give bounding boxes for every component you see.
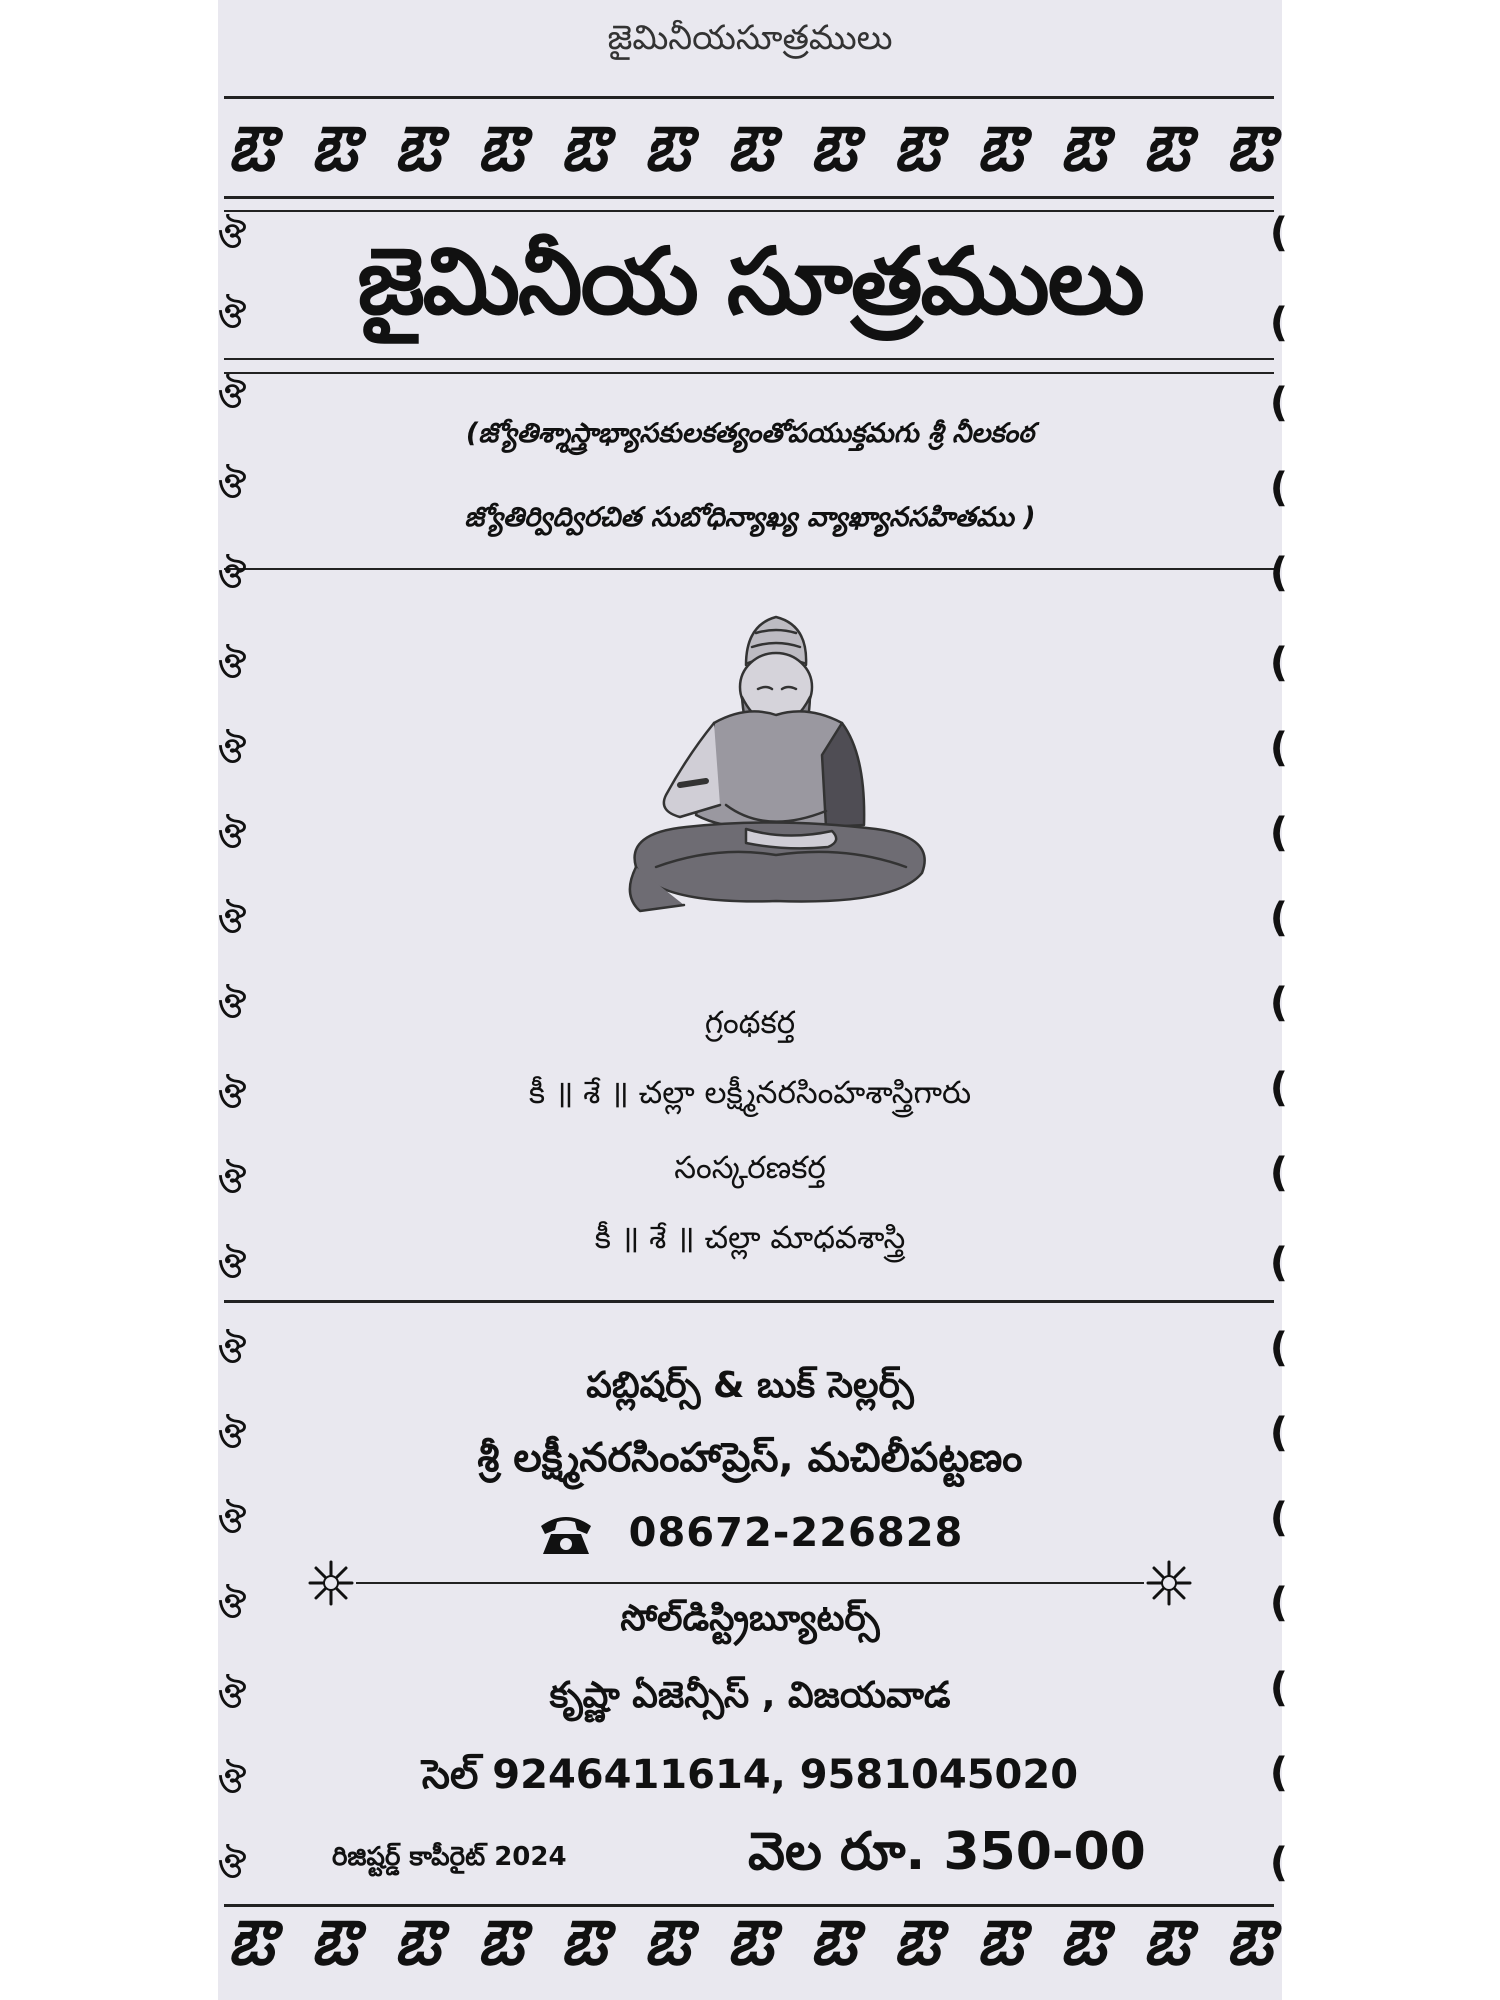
title-rule: [224, 210, 1274, 212]
side-ornament-icon: ঔ: [218, 1501, 246, 1541]
ornament-glyph: ఔ: [477, 1906, 523, 1979]
side-ornament-icon: (: [1269, 810, 1288, 856]
side-ornament-icon: ঔ: [218, 1416, 246, 1456]
side-ornament-icon: (: [1269, 1325, 1288, 1371]
top-border-line: [224, 196, 1274, 199]
side-ornament-icon: (: [1269, 1240, 1288, 1286]
side-ornament-icon: (: [1269, 1665, 1288, 1711]
side-ornament-icon: ঔ: [218, 556, 246, 596]
ornament-glyph: ఔ: [893, 112, 940, 185]
ornament-glyph: ఔ: [1060, 1906, 1106, 1979]
side-ornament-icon: ঔ: [218, 1246, 246, 1286]
ornament-glyph: ఔ: [976, 112, 1023, 185]
side-ornament-icon: ঔ: [218, 216, 246, 256]
side-ornament-icon: (: [1269, 1580, 1288, 1626]
ornament-glyph: ఔ: [311, 112, 357, 185]
side-ornament-icon: ঔ: [218, 646, 246, 686]
side-ornament-icon: ঔ: [218, 1161, 246, 1201]
title-page: [218, 0, 1288, 2000]
side-ornament-icon: ঔ: [218, 1761, 246, 1801]
publisher-phone: 08672-226828: [628, 1510, 964, 1556]
ornament-glyph: ఔ: [311, 1906, 357, 1979]
distributor-rule: [356, 1582, 1144, 1584]
section-rule: [224, 1300, 1274, 1303]
subtitle-line-1: (జ్యోతిశ్శాస్త్రాభ్యాసకులకత్యంతోపయుక్తమగు శ్రీ నీలకంఠ: [465, 418, 1035, 449]
ornament-glyph: ఔ: [893, 1906, 940, 1979]
publisher-name: శ్రీ లక్ష్మీనరసింహాప్రెస్, మచిలీపట్టణం: [477, 1435, 1023, 1481]
side-ornament-icon: ঔ: [218, 731, 246, 771]
side-ornament-icon: (: [1269, 1750, 1288, 1796]
editor-label: సంస్కరణకర్త: [674, 1150, 826, 1186]
ornament-glyph: ఔ: [477, 112, 523, 185]
side-ornament-icon: ঔ: [218, 986, 246, 1026]
side-ornament-icon: ঔ: [218, 376, 246, 416]
sage-illustration: [596, 605, 954, 955]
side-ornament-icon: ঔ: [218, 1076, 246, 1116]
distributor-label: సోల్‌డిస్ట్రిబ్యూటర్స్: [620, 1598, 880, 1639]
ornament-glyph: ఔ: [727, 1906, 773, 1979]
side-ornament-icon: ঔ: [218, 816, 246, 856]
title-rule: [224, 358, 1274, 360]
publisher-phone-row: [218, 1510, 1282, 1556]
ornament-glyph: ఔ: [1143, 1906, 1189, 1979]
publisher-label: పబ్లిషర్స్ & బుక్ సెల్లర్స్: [586, 1365, 914, 1406]
side-ornament-icon: ঔ: [218, 466, 246, 506]
side-ornament-icon: (: [1269, 640, 1288, 686]
side-ornament-icon: (: [1269, 1150, 1288, 1196]
running-head: జైమినీయసూత్రములు: [607, 18, 893, 58]
subtitle-line-2: జ్యోతిర్విద్విరచిత సుబోధిన్యాఖ్య వ్యాఖ్యానసహితము ): [464, 502, 1036, 533]
title-rule: [224, 372, 1274, 374]
subtitle-rule: [224, 568, 1274, 570]
side-ornament-icon: (: [1269, 980, 1288, 1026]
ornament-glyph: ఔ: [727, 112, 773, 185]
ornament-glyph: ఔ: [228, 1906, 274, 1979]
side-ornament-icon: (: [1269, 465, 1288, 511]
book-title: జైమినీయ సూత్రములు: [357, 228, 1143, 335]
side-ornament-icon: (: [1269, 1410, 1288, 1456]
ornament-glyph: ఔ: [560, 112, 607, 185]
ornament-glyph: ఔ: [976, 1906, 1023, 1979]
side-ornament-icon: ঔ: [218, 1846, 246, 1886]
ornament-glyph: ఔ: [560, 1906, 607, 1979]
side-ornament-icon: (: [1269, 550, 1288, 596]
author-name: కీ ॥ శే ॥ చల్లా లక్ష్మీనరసింహశాస్త్రిగారు: [528, 1075, 972, 1111]
side-ornament-icon: (: [1269, 1065, 1288, 1111]
side-ornament-icon: ঔ: [218, 1676, 246, 1716]
ornament-glyph: ఔ: [1143, 112, 1189, 185]
ornament-glyph: ఔ: [1226, 112, 1272, 185]
author-label: గ్రంథకర్త: [704, 1005, 796, 1041]
ornament-glyph: ఔ: [644, 112, 690, 185]
top-border-line: [224, 96, 1274, 99]
side-ornament-icon: ঔ: [218, 1331, 246, 1371]
side-ornament-icon: (: [1269, 210, 1288, 256]
ornament-glyph: ఔ: [1060, 112, 1106, 185]
distributor-cell: సెల్ 9246411614, 9581045020: [421, 1752, 1079, 1798]
ornament-glyph: ఔ: [1226, 1906, 1272, 1979]
side-ornament-icon: (: [1269, 1495, 1288, 1541]
copyright-notice: రిజిష్టర్డ్ కాపీరైట్ 2024: [332, 1842, 567, 1872]
ornament-glyph: ఔ: [228, 112, 274, 185]
ornament-glyph: ఔ: [644, 1906, 690, 1979]
price: వెల రూ. 350-00: [748, 1822, 1146, 1882]
ornament-glyph: ఔ: [394, 112, 440, 185]
side-ornament-icon: (: [1269, 895, 1288, 941]
distributor-name: కృష్ణా ఏజెన్సీస్ , విజయవాడ: [549, 1675, 951, 1716]
side-ornament-icon: (: [1269, 380, 1288, 426]
bottom-ornament-row: [228, 1906, 1272, 1979]
editor-name: కీ ॥ శే ॥ చల్లా మాధవశాస్త్రి: [594, 1220, 906, 1256]
ornament-glyph: ఔ: [810, 1906, 856, 1979]
telephone-icon: [537, 1510, 595, 1556]
ornament-glyph: ఔ: [810, 112, 856, 185]
side-ornament-icon: (: [1269, 725, 1288, 771]
side-ornament-icon: (: [1269, 1840, 1288, 1886]
ornament-glyph: ఔ: [394, 1906, 440, 1979]
side-ornament-icon: ঔ: [218, 296, 246, 336]
side-ornament-icon: ঔ: [218, 1586, 246, 1626]
top-ornament-row: [228, 112, 1272, 185]
side-ornament-icon: (: [1269, 300, 1288, 346]
side-ornament-icon: ঔ: [218, 901, 246, 941]
